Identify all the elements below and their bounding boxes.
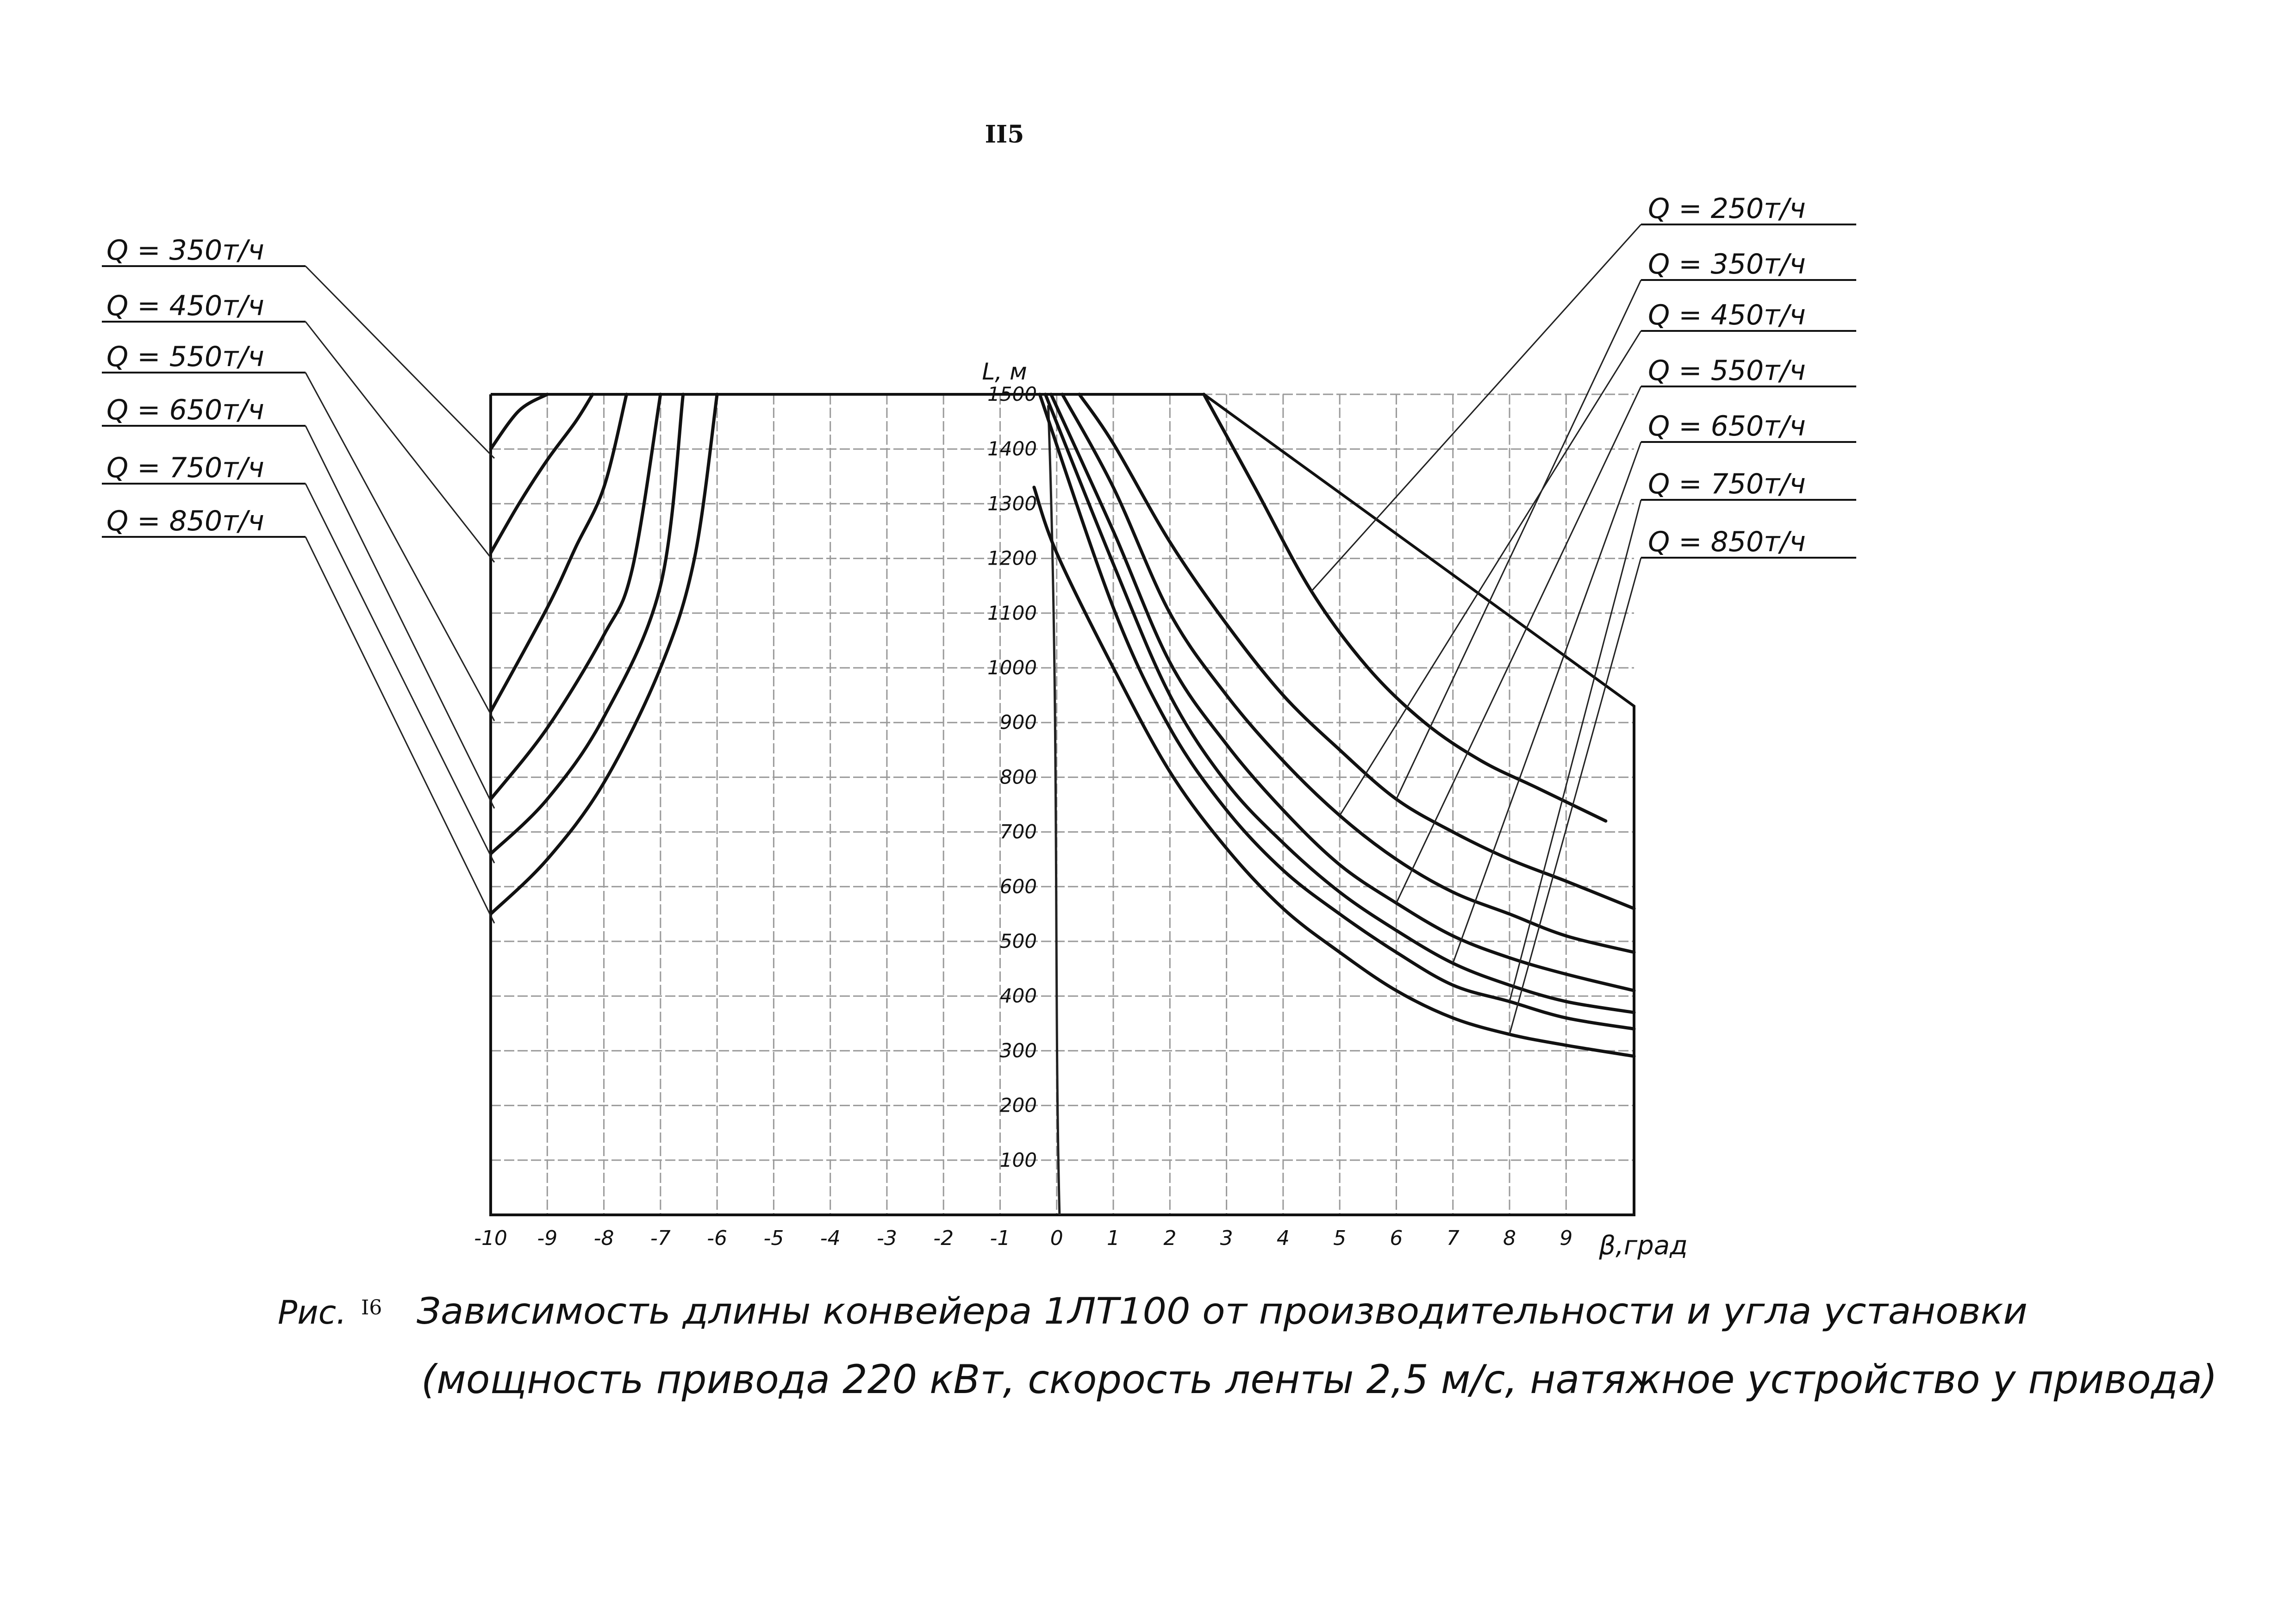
legend-label-left: Q = 850т/ч (106, 505, 264, 537)
x-tick-label: 1 (1107, 1226, 1120, 1250)
legend-leader (1396, 386, 1641, 903)
legend-leader (306, 484, 494, 863)
y-tick-label: 1300 (987, 492, 1037, 515)
curve-series (1204, 394, 1606, 821)
x-tick-label: 9 (1560, 1226, 1573, 1250)
curve-series (491, 394, 683, 854)
page-number: II5 (985, 120, 1024, 149)
legend-label-right: Q = 750т/ч (1648, 468, 1806, 500)
caption-number: I6 (361, 1296, 382, 1319)
y-axis-label: L, м (982, 358, 1027, 385)
curves (491, 394, 1634, 1056)
x-tick-label: -4 (820, 1226, 841, 1250)
y-tick-label: 1100 (987, 601, 1037, 624)
legend-label-left: Q = 650т/ч (106, 394, 264, 426)
x-tick-label: 5 (1333, 1226, 1347, 1250)
x-tick-label: -8 (593, 1226, 614, 1250)
y-tick-label: 700 (999, 820, 1037, 843)
legend-label-left: Q = 550т/ч (106, 341, 264, 373)
legend-label-right: Q = 450т/ч (1648, 299, 1806, 331)
x-tick-label: -1 (990, 1226, 1011, 1250)
legend-leader (306, 266, 494, 458)
legend-label-right: Q = 850т/ч (1648, 526, 1806, 558)
legend-leader (306, 426, 494, 809)
legend-leader (306, 373, 494, 721)
curve-series (1034, 487, 1634, 1056)
y-tick-label: 600 (999, 875, 1037, 898)
x-tick-label: -3 (877, 1226, 897, 1250)
legend-label-right: Q = 350т/ч (1648, 248, 1806, 280)
legend-leader (306, 537, 494, 923)
plot-frame (491, 394, 1634, 1215)
x-tick-label: 7 (1446, 1226, 1460, 1250)
x-tick-label: 0 (1050, 1226, 1063, 1250)
tick-labels (474, 383, 1572, 1250)
plot-border (491, 394, 1634, 1215)
x-axis-label: β,град (1599, 1231, 1688, 1261)
x-tick-label: 4 (1276, 1226, 1290, 1250)
legend-leader (1396, 280, 1641, 799)
x-tick-label: -9 (537, 1226, 558, 1250)
y-tick-label: 400 (999, 984, 1037, 1008)
x-tick-label: 2 (1163, 1226, 1177, 1250)
x-tick-label: -6 (707, 1226, 728, 1250)
legend-label-left: Q = 750т/ч (106, 452, 264, 484)
y-tick-label: 1000 (987, 656, 1037, 679)
caption-prefix: Рис. (278, 1294, 347, 1332)
y-tick-label: 500 (999, 930, 1037, 952)
y-axis-line (1048, 405, 1059, 1215)
caption (278, 1291, 2217, 1403)
curve-series (491, 394, 593, 553)
x-tick-label: 6 (1390, 1226, 1403, 1250)
legend-label-right: Q = 250т/ч (1648, 193, 1806, 225)
legend-leader (1311, 224, 1641, 591)
curve-series (491, 394, 661, 799)
grid (491, 394, 1634, 1215)
x-tick-label: -7 (650, 1226, 671, 1250)
caption-line-2: (мощность привода 220 кВт, скорость ленты 2,5 м/с, натяжное устройство у привода) (421, 1356, 2217, 1403)
legend-leader (306, 322, 494, 562)
legend-leader (1340, 331, 1641, 815)
legend-leader (1453, 442, 1641, 963)
legend-label-left: Q = 350т/ч (106, 234, 264, 267)
y-tick-label: 900 (999, 711, 1037, 734)
y-tick-label: 200 (999, 1094, 1037, 1117)
y-tick-label: 1400 (987, 437, 1037, 460)
y-tick-label: 1500 (987, 383, 1037, 405)
x-tick-label: -5 (763, 1226, 784, 1250)
y-tick-label: 300 (999, 1039, 1037, 1062)
x-tick-label: -2 (933, 1226, 954, 1250)
y-tick-label: 100 (999, 1148, 1037, 1171)
legend-label-right: Q = 550т/ч (1648, 355, 1806, 387)
y-tick-label: 800 (999, 765, 1037, 789)
x-tick-label: -10 (474, 1226, 507, 1250)
x-tick-label: 3 (1220, 1226, 1233, 1250)
caption-line-1: Зависимость длины конвейера 1ЛТ100 от производительности и угла установки (417, 1291, 2028, 1332)
legend-label-right: Q = 650т/ч (1648, 410, 1806, 442)
x-tick-label: 8 (1503, 1226, 1516, 1250)
curve-series (491, 394, 547, 449)
legend-label-left: Q = 450т/ч (106, 290, 264, 322)
y-tick-label: 1200 (987, 547, 1037, 570)
legend-leaders (306, 224, 1641, 1034)
